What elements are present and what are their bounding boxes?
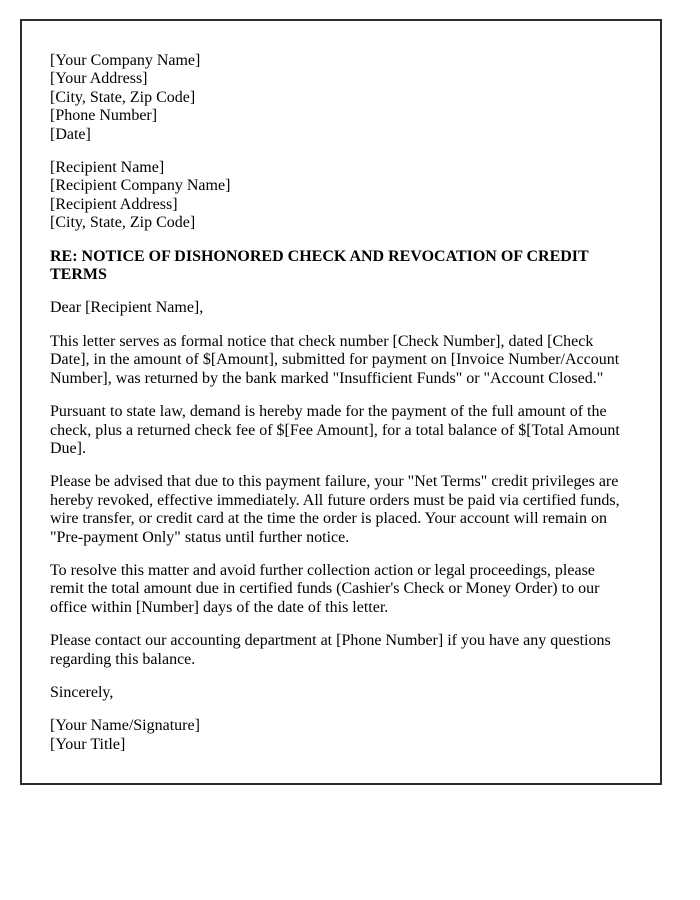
subject-line: RE: NOTICE OF DISHONORED CHECK AND REVOCATION OF CREDIT TERMS	[50, 247, 589, 284]
recipient-name: [Recipient Name]	[50, 159, 165, 177]
paragraph-dishonored-check-notice: This letter serves as formal notice that check number [Check Number], dated [Check Date], in the amount of $[Amount], submitted for payment on [Invoice Number/Account Number], was returned by the bank marked "Insufficient Funds" or "Account Closed."	[50, 332, 620, 387]
paragraph-credit-revocation: Please be advised that due to this payment failure, your "Net Terms" credit privileges are hereby revoked, effective immediately. All future orders must be paid via certified funds, wire transfer, or credit card at the time the order is placed. Your account will remain on "Pre-payment Only" status until further notice.	[50, 473, 620, 546]
salutation: Dear [Recipient Name],	[50, 299, 204, 317]
sender-company: [Your Company Name]	[50, 52, 201, 69]
sender-block	[50, 52, 632, 144]
signature-title: [Your Title]	[50, 735, 126, 753]
recipient-city-state-zip: [City, State, Zip Code]	[50, 214, 196, 232]
sender-city-state-zip: [City, State, Zip Code]	[50, 88, 196, 106]
recipient-address: [Recipient Address]	[50, 195, 178, 213]
sender-phone: [Phone Number]	[50, 107, 158, 125]
paragraph-demand-for-payment: Pursuant to state law, demand is hereby made for the payment of the full amount of the check, plus a returned check fee of $[Fee Amount], for a total balance of $[Total Amount Due].	[50, 403, 620, 457]
signature-block	[50, 717, 632, 754]
paragraph-contact-info: Please contact our accounting department at [Phone Number] if you have any questions regarding this balance.	[50, 632, 611, 668]
recipient-company: [Recipient Company Name]	[50, 177, 231, 195]
recipient-block	[50, 159, 632, 233]
letter-date: [Date]	[50, 125, 91, 143]
signature-name: [Your Name/Signature]	[50, 717, 200, 735]
letter-frame	[20, 19, 662, 785]
closing: Sincerely,	[50, 683, 114, 701]
sender-address: [Your Address]	[50, 70, 148, 88]
paragraph-remittance-instructions: To resolve this matter and avoid further collection action or legal proceedings, please remit the total amount due in certified funds (Cashier's Check or Money Order) to our office within [Number] days of the date of this letter.	[50, 561, 600, 616]
